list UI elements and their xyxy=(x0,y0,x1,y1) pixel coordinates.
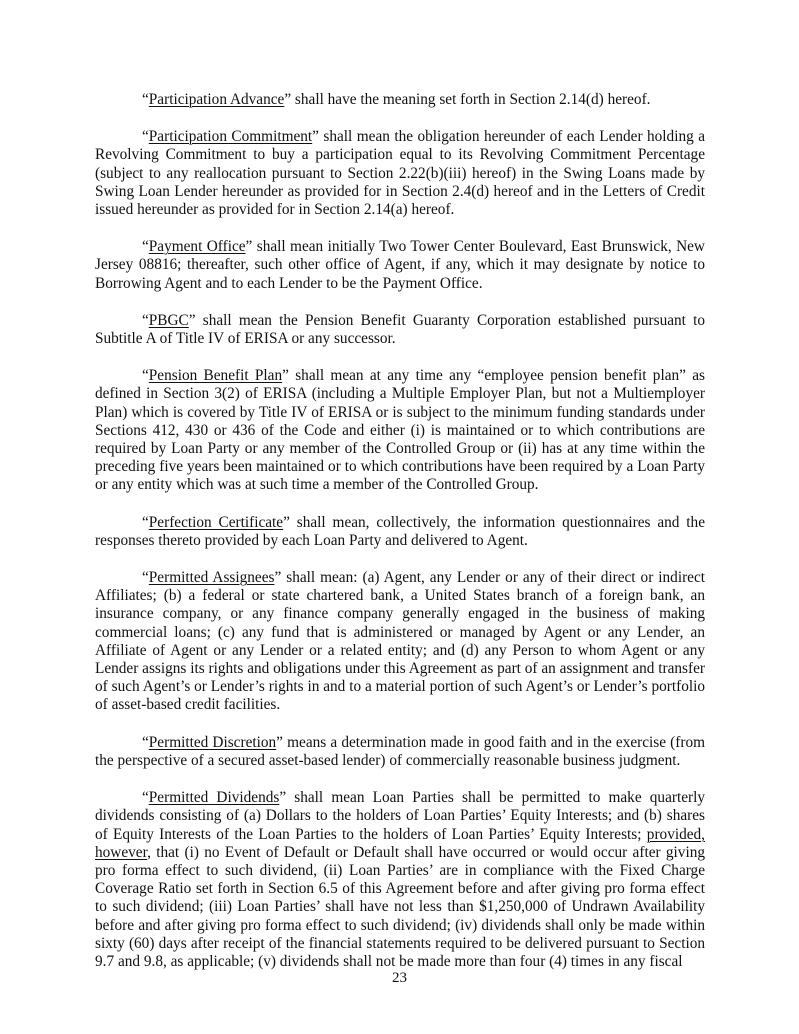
document-page xyxy=(95,91,705,990)
definition-text-continued: , that (i) no Event of Default or Default shall have occurred or would occur after giving pro forma effect to such dividend, (ii) Loan Parties’ are in compliance with the Fixed Charge Coverage Ratio set forth in Section 6.5 of this Agreement before and after giving pro forma effect to such dividend; (iii) Loan Parties’ shall have not less than $1,250,000 of Undrawn Availability before and after giving pro forma effect to such dividend; (iv) dividends shall only be made within sixty (60) days after receipt of the financial statements required to be delivered pursuant to Section 9.7 and 9.8, as applicable; (v) dividends shall not be made more than four (4) times in any fiscal xyxy=(95,843,705,970)
definition-participation-commitment xyxy=(95,128,705,219)
definition-text: shall mean Loan Parties shall be permitted to make quarterly dividends consisting of (a) Dollars to the holders of Loan Parties’ Equity Interests; and (b) shares of Equity Interests of the Loan Parties to the holders of Loan Parties’ Equity Interests; xyxy=(95,789,705,843)
definition-text: shall mean initially Two Tower Center Boulevard, East Brunswick, New Jersey 08816; thereafter, such other office of Agent, if any, which it may designate by notice to Borrowing Agent and to each Lender to be the Payment Office. xyxy=(95,238,705,292)
definition-permitted-discretion xyxy=(95,734,705,770)
defined-term: Payment Office xyxy=(148,238,246,256)
close-quote: ” xyxy=(276,733,283,751)
close-quote: ” xyxy=(188,311,196,329)
definition-permitted-assignees xyxy=(95,569,705,715)
open-quote: “ xyxy=(142,311,149,329)
open-quote: “ xyxy=(142,91,149,108)
close-quote: ” xyxy=(284,91,292,108)
defined-term: PBGC xyxy=(148,311,189,329)
defined-term: Permitted Dividends xyxy=(148,789,280,807)
close-quote: ” xyxy=(274,569,282,587)
close-quote: ” xyxy=(282,367,289,385)
open-quote: “ xyxy=(142,238,149,256)
open-quote: “ xyxy=(142,128,149,146)
defined-term: Pension Benefit Plan xyxy=(148,367,283,385)
proviso-term: provided, however xyxy=(95,825,705,861)
definition-text: shall mean, collectively, the information questionnaires and the responses thereto provided by each Loan Party and delivered to Agent. xyxy=(95,513,705,549)
definition-payment-office xyxy=(95,238,705,293)
definition-text: shall mean the Pension Benefit Guaranty Corporation established pursuant to Subtitle A of Title IV of ERISA or any successor. xyxy=(95,311,705,348)
open-quote: “ xyxy=(142,569,149,587)
open-quote: “ xyxy=(142,789,149,807)
defined-term: Participation Commitment xyxy=(148,128,313,146)
defined-term: Participation Advance xyxy=(148,91,285,108)
defined-term: Permitted Discretion xyxy=(148,733,277,751)
open-quote: “ xyxy=(142,513,149,531)
close-quote: ” xyxy=(312,128,319,146)
open-quote: “ xyxy=(142,733,149,751)
definition-text: shall have the meaning set forth in Section 2.14(d) hereof. xyxy=(291,91,651,108)
definition-pbgc xyxy=(95,312,705,348)
definition-perfection-certificate xyxy=(95,514,705,550)
definition-text: means a determination made in good faith and in the exercise (from the perspective of a secured asset-based lender) of commercially reasonable business judgment. xyxy=(95,733,706,769)
page-number: 23 xyxy=(392,970,407,986)
defined-term: Perfection Certificate xyxy=(148,513,284,531)
definition-text: shall mean at any time any “employee pension benefit plan” as defined in Section 3(2) of ERISA (including a Multiple Employer Plan, but not a Multiemployer Plan) which is covered by Title IV of ERISA or is subject to the minimum funding standards under Sections 412, 430 or 436 of the Code and either (i) is maintained or to which contributions are required by Loan Party or any member of the Controlled Group or (ii) has at any time within the preceding five years been maintained or to which contributions have been required by a Loan Party or any entity which was at such time a member of the Controlled Group. xyxy=(95,367,705,494)
definition-participation-advance xyxy=(95,91,705,109)
defined-term: Permitted Assignees xyxy=(148,569,275,587)
close-quote: ” xyxy=(245,238,253,256)
close-quote: ” xyxy=(283,513,290,531)
definition-text: shall mean: (a) Agent, any Lender or any of their direct or indirect Affiliates; (b) a federal or state chartered bank, a United States branch of a foreign bank, an insurance company, or any finance company generally engaged in the business of making commercial loans; (c) any fund that is administered or managed by Agent or any Lender, an Affiliate of Agent or any Lender or a related entity; and (d) any Person to whom Agent or any Lender assigns its rights and obligations under this Agreement as part of an assignment and transfer of such Agent’s or Lender’s rights in and to a material portion of such Agent’s or Lender’s portfolio of asset-based credit facilities. xyxy=(95,569,705,714)
definition-text: shall mean the obligation hereunder of each Lender holding a Revolving Commitment to buy a participation equal to its Revolving Commitment Percentage (subject to any reallocation pursuant to Section 2.22(b)(iii) hereof) in the Swing Loans made by Swing Loan Lender hereunder as provided for in Section 2.4(d) hereof and in the Letters of Credit issued hereunder as provided for in Section 2.14(a) hereof. xyxy=(95,128,705,219)
open-quote: “ xyxy=(142,367,149,385)
definition-pension-benefit-plan xyxy=(95,367,705,494)
close-quote: ” xyxy=(279,789,287,807)
definition-permitted-dividends xyxy=(95,789,705,971)
